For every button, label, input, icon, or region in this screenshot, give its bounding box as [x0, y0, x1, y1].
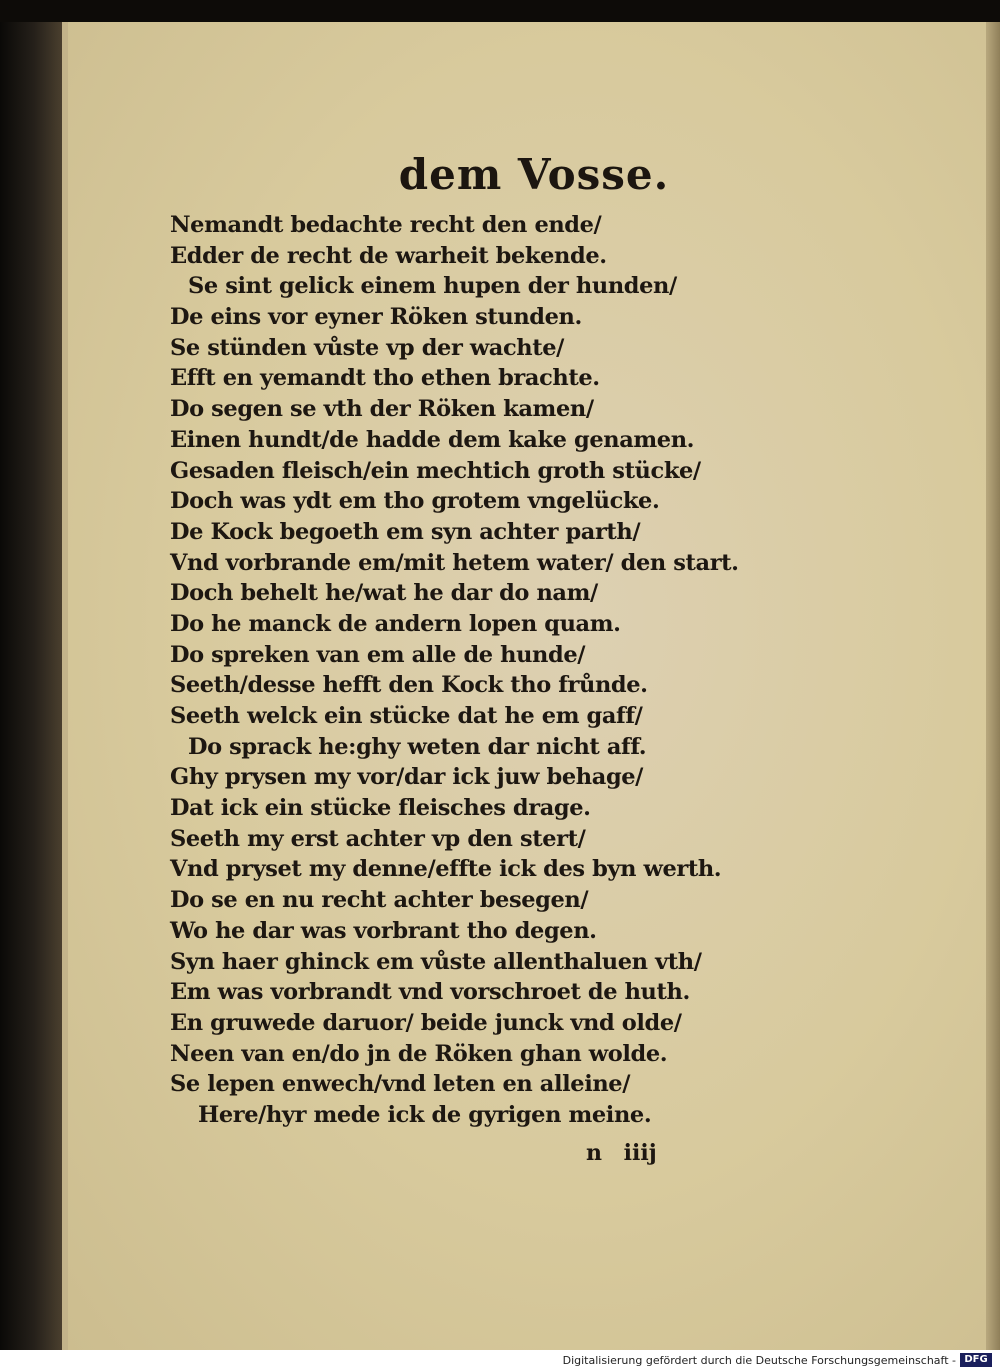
verse-line: Se sint gelick einem hupen der hunden/	[188, 273, 677, 300]
page-edge	[986, 22, 1000, 1350]
verse-line: Seeth welck ein stücke dat he em gaff/	[170, 703, 643, 729]
verse-line: Se lepen enwech/vnd leten en alleine/	[170, 1071, 631, 1098]
verse-line: Syn haer ghinck em vůste allenthaluen vth/	[170, 948, 702, 975]
verse-line: En gruwede daruor/ beide junck vnd olde/	[170, 1009, 682, 1036]
verse-line: Do sprack he:ghy weten dar nicht aff.	[188, 733, 647, 760]
verse-block	[170, 210, 739, 1131]
verse-line: Ghy prysen my vor/dar ick juw behage/	[170, 764, 644, 791]
verse-line: De Kock begoeth em syn achter parth/	[170, 518, 641, 545]
verse-line: Em was vorbrandt vnd vorschroet de huth.	[170, 979, 690, 1006]
verse-line: Wo he dar was vorbrant tho degen.	[170, 917, 597, 944]
verse-line: Seeth/desse hefft den Kock tho frůnde.	[170, 672, 648, 699]
verse-line: Do spreken van em alle de hunde/	[170, 641, 586, 668]
signature-mark: n iiij	[586, 1140, 657, 1166]
verse-line: Nemandt bedachte recht den ende/	[170, 212, 602, 238]
verse-line: Here/hyr mede ick de gyrigen meine.	[198, 1101, 652, 1128]
verse-line: Gesaden fleisch/ein mechtich groth stücke/	[170, 457, 701, 484]
verse-line: Vnd pryset my denne/effte ick des byn werth.	[170, 856, 722, 883]
verse-line: Do segen se vth der Röken kamen/	[170, 396, 594, 423]
verse-line: Einen hundt/de hadde dem kake genamen.	[170, 426, 695, 453]
verse-line: Doch was ydt em tho grotem vngelücke.	[170, 488, 660, 515]
verse-line: Efft en yemandt tho ethen brachte.	[170, 365, 600, 392]
verse-line: Dat ick ein stücke fleisches drage.	[170, 795, 591, 822]
book-binding-shadow	[0, 22, 62, 1350]
verse-line: Edder de recht de warheit bekende.	[170, 242, 607, 269]
verse-line: Se stünden vůste vp der wachte/	[170, 334, 564, 361]
verse-line: Do se en nu recht achter besegen/	[170, 887, 589, 914]
running-head: dem Vosse.	[398, 150, 670, 199]
verse-line: Do he manck de andern lopen quam.	[170, 610, 621, 637]
verse-line: Vnd vorbrande em/mit hetem water/ den start.	[170, 549, 739, 576]
verse-line: Neen van en/do jn de Röken ghan wolde.	[170, 1040, 668, 1067]
footer-bar	[0, 1350, 1000, 1371]
verse-line: Doch behelt he/wat he dar do nam/	[170, 580, 598, 607]
verse-line: De eins vor eyner Röken stunden.	[170, 304, 582, 331]
book-page	[62, 22, 1000, 1350]
verse-line: Seeth my erst achter vp den stert/	[170, 825, 586, 852]
funding-credit: Digitalisierung gefördert durch die Deutsche Forschungsgemeinschaft -	[562, 1354, 956, 1367]
dfg-logo: DFG	[960, 1353, 992, 1367]
